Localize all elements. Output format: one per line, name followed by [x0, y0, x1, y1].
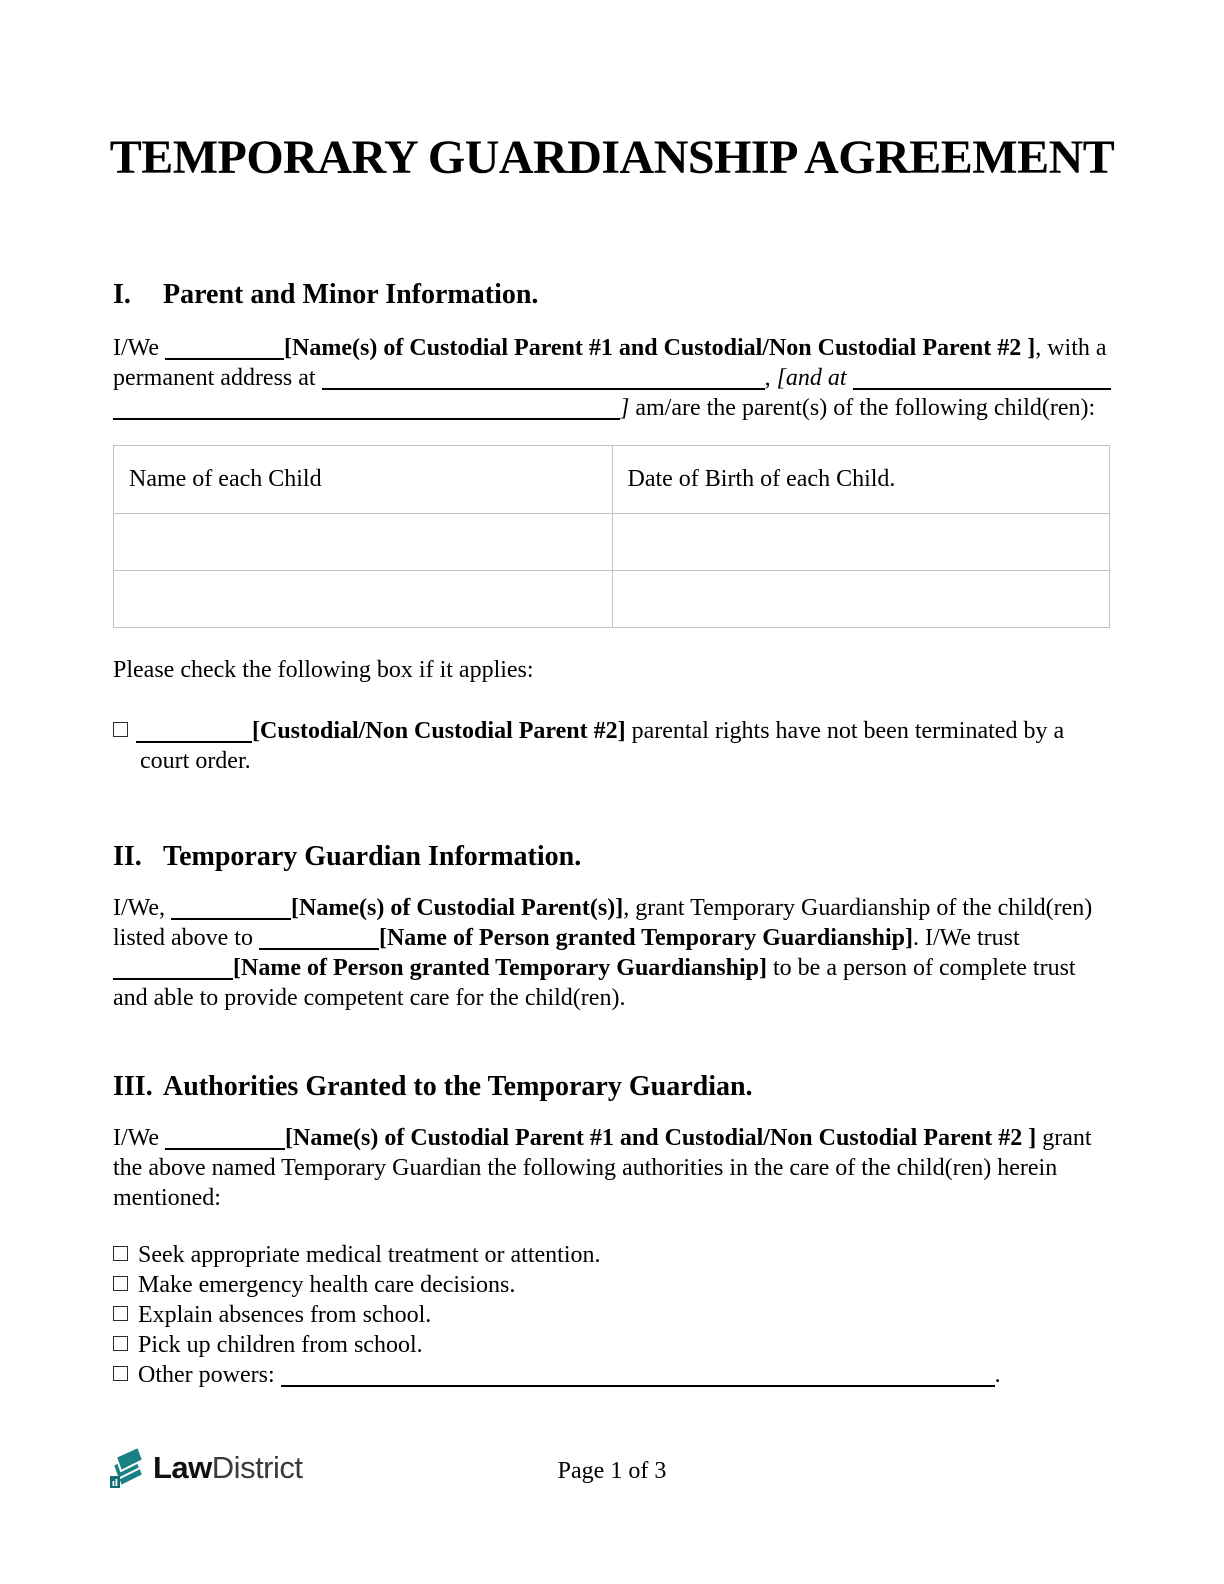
- placeholder-italic: [and at: [776, 365, 847, 391]
- children-table: [113, 445, 1110, 628]
- table-header-child-name: Name of each Child: [129, 466, 322, 492]
- checklist-item: [113, 1330, 1111, 1360]
- blank-field-parent-names[interactable]: [165, 1120, 285, 1150]
- authorities-checklist: [113, 1240, 1111, 1390]
- placeholder-bold: [Name(s) of Custodial Parent(s)]: [291, 895, 624, 921]
- text-run: I/We: [113, 335, 160, 361]
- checkbox-explain-absences[interactable]: [113, 1306, 128, 1321]
- checklist-item: [113, 1300, 1111, 1330]
- parental-rights-checkbox-item: [113, 716, 1111, 776]
- text-run: I/We,: [113, 895, 166, 921]
- document-title: TEMPORARY GUARDIANSHIP AGREEMENT: [109, 131, 1115, 185]
- text-run: grant: [1042, 1125, 1092, 1151]
- blank-field-address2-cont[interactable]: [113, 390, 620, 420]
- paragraph-line: [113, 393, 1111, 423]
- checklist-item: [113, 1360, 1111, 1390]
- text-run: parental rights have not been terminated by a: [631, 718, 1065, 744]
- paragraph-line: [113, 1183, 1111, 1213]
- checklist-item: [113, 1240, 1111, 1270]
- paragraph-line: [113, 716, 1111, 746]
- text-run: to be a person of complete trust: [773, 955, 1076, 981]
- checklist-item-label: Pick up children from school.: [138, 1332, 423, 1358]
- paragraph-line: [113, 893, 1111, 923]
- brand-district: District: [211, 1450, 303, 1485]
- text-run: .: [994, 1362, 1001, 1388]
- checklist-item-label: Seek appropriate medical treatment or attention.: [138, 1242, 601, 1268]
- paragraph-line: [113, 953, 1111, 983]
- table-cell-child-name[interactable]: [114, 571, 612, 627]
- section-heading-guardian-info: [113, 841, 581, 873]
- guardian-info-paragraph: [113, 893, 1111, 1013]
- placeholder-bold: [Name(s) of Custodial Parent #1 and Custodial/Non Custodial Parent #2 ]: [284, 335, 1036, 361]
- text-run: permanent address at: [113, 365, 316, 391]
- table-header-child-dob: Date of Birth of each Child.: [612, 446, 1110, 513]
- table-header-row: [114, 446, 1109, 513]
- text-run: mentioned:: [113, 1185, 221, 1211]
- blank-field-custodial-parents[interactable]: [171, 890, 291, 920]
- text-run: am/are the parent(s) of the following child(ren):: [635, 395, 1096, 421]
- placeholder-bold: [Name(s) of Custodial Parent #1 and Custodial/Non Custodial Parent #2 ]: [285, 1125, 1037, 1151]
- checkbox-medical-treatment[interactable]: [113, 1246, 128, 1261]
- paragraph-line: [113, 1123, 1111, 1153]
- checklist-item-label: Other powers:: [138, 1362, 275, 1388]
- text-run: Please check the following box if it applies:: [113, 657, 534, 683]
- text-run: the above named Temporary Guardian the following authorities in the care of the child(ren) herein: [113, 1155, 1058, 1181]
- paragraph-line: [113, 363, 1111, 393]
- table-row: [114, 513, 1109, 570]
- section-number: I.: [113, 279, 131, 310]
- text-run: ,: [764, 365, 771, 391]
- section-heading-parent-minor: [113, 279, 538, 311]
- text-run: court order.: [140, 748, 251, 774]
- paragraph-line: [113, 923, 1111, 953]
- section-heading-authorities: [113, 1071, 753, 1103]
- text-run: and able to provide competent care for the child(ren).: [113, 985, 626, 1011]
- section-heading-label: Authorities Granted to the Temporary Guardian.: [163, 1071, 753, 1102]
- checklist-item: [113, 1270, 1111, 1300]
- blank-field-guardian-name[interactable]: [259, 920, 379, 950]
- placeholder-italic: ]: [620, 395, 630, 421]
- blank-field-address[interactable]: [322, 360, 765, 390]
- placeholder-bold: [Name of Person granted Temporary Guardianship]: [233, 955, 767, 981]
- blank-field-guardian-name2[interactable]: [113, 950, 233, 980]
- table-cell-child-name[interactable]: [114, 514, 612, 570]
- placeholder-bold: [Custodial/Non Custodial Parent #2]: [252, 718, 626, 744]
- table-row: [114, 570, 1109, 627]
- checkbox-pickup-children[interactable]: [113, 1336, 128, 1351]
- page-number: Page 1 of 3: [557, 1458, 667, 1484]
- placeholder-bold: [Name of Person granted Temporary Guardianship]: [378, 925, 913, 951]
- text-run: . I/We trust: [912, 925, 1020, 951]
- blank-field-parent-names[interactable]: [165, 330, 284, 360]
- parent-minor-paragraph: [113, 333, 1111, 423]
- table-cell-child-dob[interactable]: [612, 514, 1110, 570]
- section-heading-label: Temporary Guardian Information.: [163, 841, 582, 872]
- checklist-item-label: Make emergency health care decisions.: [138, 1272, 516, 1298]
- paragraph-line: [113, 1153, 1111, 1183]
- checklist-item-label: Explain absences from school.: [138, 1302, 432, 1328]
- checkbox-other-powers[interactable]: [113, 1366, 128, 1381]
- text-run: I/We: [113, 1125, 160, 1151]
- blank-field-address2[interactable]: [853, 360, 1111, 390]
- checkbox-parental-rights[interactable]: [113, 722, 128, 737]
- table-cell-child-dob[interactable]: [612, 571, 1110, 627]
- section-number: III.: [113, 1071, 153, 1102]
- text-run: listed above to: [113, 925, 253, 951]
- paragraph-line: [113, 333, 1111, 363]
- text-run: , with a: [1035, 335, 1107, 361]
- brand-law: Law: [153, 1450, 212, 1485]
- authorities-paragraph: [113, 1123, 1111, 1213]
- paragraph-line: [113, 983, 1111, 1013]
- blank-field-other-powers[interactable]: [281, 1357, 995, 1387]
- section-number: II.: [113, 841, 142, 872]
- blank-field-parent2-name[interactable]: [136, 713, 252, 743]
- checkbox-emergency-decisions[interactable]: [113, 1276, 128, 1291]
- text-run: , grant Temporary Guardianship of the child(ren): [623, 895, 1093, 921]
- paragraph-line: [113, 746, 1111, 776]
- section-heading-label: Parent and Minor Information.: [163, 279, 539, 310]
- checkbox-prompt: [113, 655, 1111, 685]
